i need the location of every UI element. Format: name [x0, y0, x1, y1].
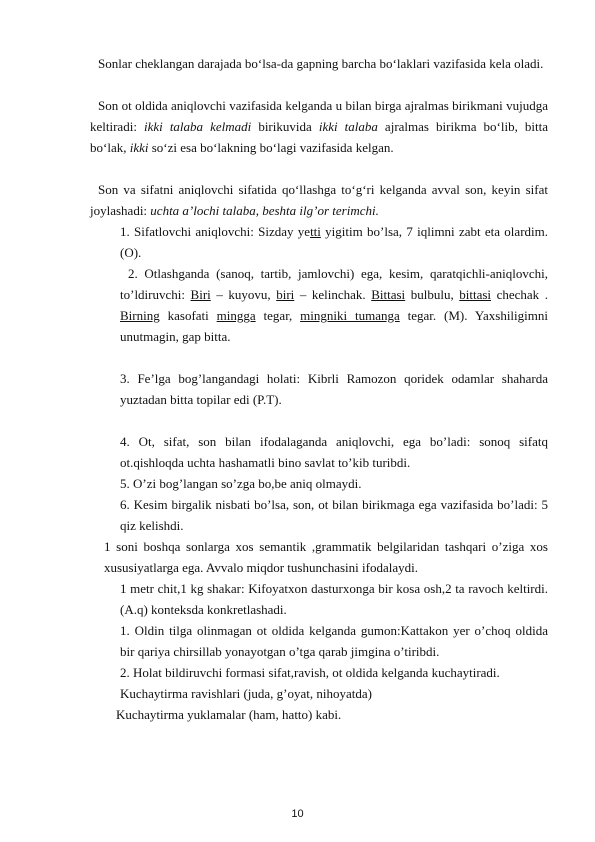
- item-text: Kuchaytirma ravishlari (juda, g’oyat, nihoyatda): [120, 686, 372, 701]
- item-text: 3. Fe’lga bog’langandagi holati: Kibrli Ramozon qoridek odamlar shaharda yuztadan bitta topilar edi (P.T).: [120, 371, 548, 407]
- item-text: chechak .: [491, 287, 548, 302]
- item-text: bulbulu,: [405, 287, 460, 302]
- list-item-5: [120, 473, 548, 494]
- list-item-4: [120, 431, 548, 473]
- paragraph-text: 1 soni boshqa sonlarga xos semantik ,grammatik belgilaridan tashqari o’ziga xos xususiyatlarga ega. Avvalo miqdor tushunchasini ifodalaydi.: [104, 539, 548, 575]
- paragraph-text: Son ot oldida aniqlovchi vazifasida kelganda u bilan birga ajralmas birikmani vujudga keltiradi:: [90, 98, 548, 134]
- paragraph-3: [90, 179, 548, 221]
- item-text: 6. Kesim birgalik nisbati bo’lsa, son, ot bilan birikmaga ega vazifasida bo’ladi: 5 qiz kelishdi.: [120, 497, 548, 533]
- item-text: Kuchaytirma yuklamalar (ham, hatto) kabi.: [116, 707, 342, 722]
- list-item-10: [120, 683, 548, 704]
- item-text: 2. Holat bildiruvchi formasi sifat,ravish, ot oldida kelganda kuchaytiradi.: [120, 665, 500, 680]
- example-phrase: ikki talaba: [318, 119, 378, 134]
- paragraph-text: Son va sifatni aniqlovchi sifatida qo‘llashga to‘g‘ri kelganda avval son, keyin sifat joylashadi:: [90, 182, 548, 218]
- item-text: 4. Ot, sifat, son bilan ifodalaganda aniqlovchi, ega bo’ladi: sonoq sifatq ot.qishloqda uchta hashamatli bino savlat to’kib turibdi.: [120, 434, 548, 470]
- paragraph-text: Sonlar cheklangan darajada bo‘lsa-da gapning barcha bo‘laklari vazifasida kela oladi.: [98, 56, 544, 71]
- underlined-word: mingga: [216, 308, 256, 323]
- item-text: 1. Sifatlovchi aniqlovchi: Sizday ye: [120, 224, 311, 239]
- item-text: 5. O’zi bog’langan so’zga bo,be aniq olmaydi.: [120, 476, 362, 491]
- list-item-6: [120, 494, 548, 536]
- item-text: – kuyovu,: [210, 287, 277, 302]
- item-text: tegar,: [255, 308, 301, 323]
- underlined-word: bittasi: [459, 287, 492, 302]
- item-text: yigitim bo’lsa, 7 iqlimni zabt eta olardim.(O).: [120, 224, 548, 260]
- paragraph-text: so‘zi esa bo‘lakning bo‘lagi vazifasida kelgan.: [148, 140, 394, 155]
- example-phrase: ikki talaba kelmadi: [144, 119, 252, 134]
- paragraph-1: [90, 53, 548, 74]
- page-number: 10: [291, 808, 304, 820]
- paragraph-text: birikuvida: [251, 119, 319, 134]
- underlined-word: Bittasi: [371, 287, 406, 302]
- item-text: kasofati: [159, 308, 217, 323]
- item-text: 2. Otlashganda (sanoq, tartib, jamlovchi) ega, kesim, qaratqichli-aniqlovchi, to’ldiruvchi:: [120, 266, 548, 302]
- item-text: – kelinchak.: [294, 287, 372, 302]
- list-item-9: [120, 662, 548, 683]
- example-phrase: uchta a’lochi talaba, beshta ilg’or terimchi.: [150, 203, 379, 218]
- paragraph-text: ajralmas birikma bo‘lib, bitta bo‘lak,: [90, 119, 548, 155]
- item-text: tegar. (M). Yaxshiligimni unutmagin, gap bitta.: [120, 308, 548, 344]
- underlined-word: tti: [310, 224, 321, 239]
- paragraph-2: [90, 95, 548, 158]
- list-item-1: [120, 221, 548, 263]
- list-item-2: [120, 263, 548, 347]
- item-text: 1 metr chit,1 kg shakar: Kifoyatxon dasturxonga bir kosa osh,2 ta ravoch keltirdi.(A.q) konteksda konkretlashadi.: [120, 581, 548, 617]
- underlined-word: mingniki tumanga: [300, 308, 400, 323]
- example-word: ikki: [129, 140, 149, 155]
- list-item-7: [120, 578, 548, 620]
- underlined-word: biri: [276, 287, 295, 302]
- underlined-word: Birning: [120, 308, 160, 323]
- list-item-8: [120, 620, 548, 662]
- list-item-11: [116, 704, 544, 725]
- paragraph-4: [104, 536, 548, 578]
- list-item-3: [120, 368, 548, 410]
- item-text: 1. Oldin tilga olinmagan ot oldida kelganda gumon:Kattakon yer o’choq oldida bir qariya chirsillab yonayotgan o’tga qarab jimgina o’tiribdi.: [120, 623, 548, 659]
- underlined-word: Biri: [190, 287, 211, 302]
